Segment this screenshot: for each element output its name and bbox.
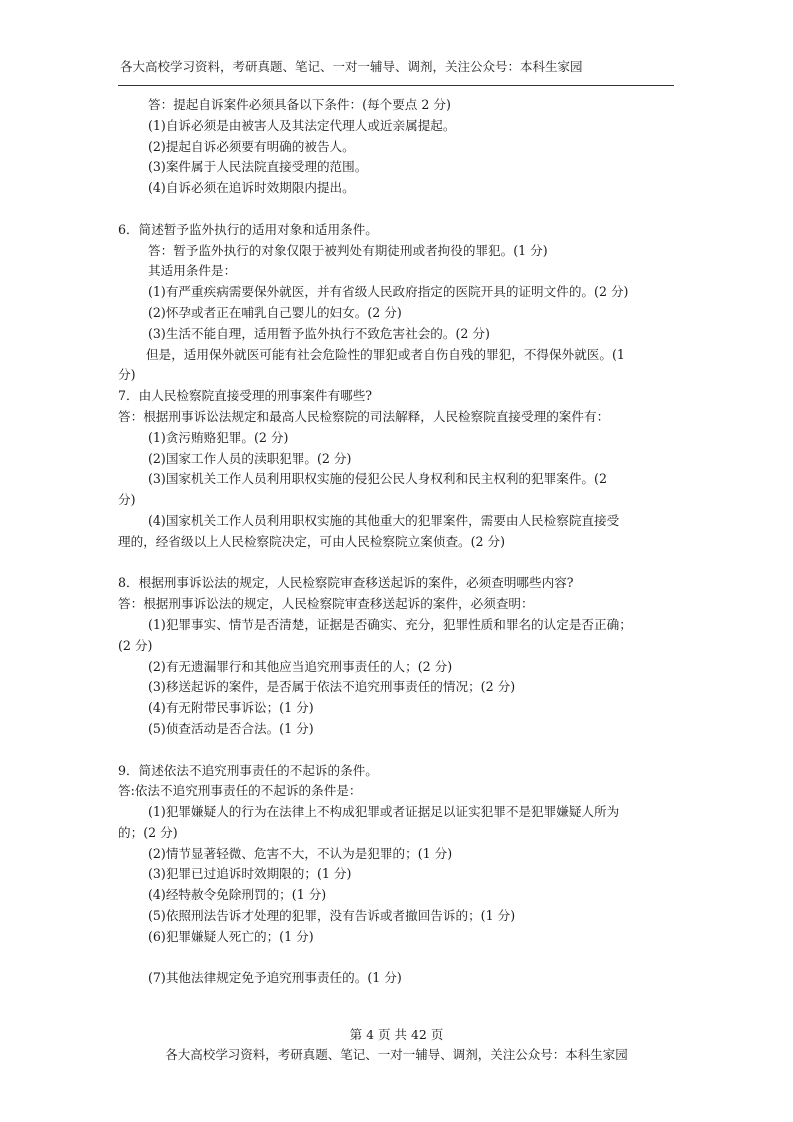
page-number: 第 4 页 共 42 页 <box>349 1027 444 1042</box>
document-body <box>118 95 674 989</box>
paragraph-line: 的；(2 分) <box>118 824 178 840</box>
answer-line: 答：暂予监外执行的对象仅限于被判处有期徒刑或者拘役的罪犯。(1 分) <box>148 242 548 258</box>
list-item: (1)犯罪事实、情节是否清楚，证据是否确实、充分，犯罪性质和罪名的认定是否正确； <box>148 616 632 632</box>
paragraph-line: (2 分) <box>118 637 153 653</box>
list-item: (3)生活不能自理，适用暂予监外执行不致危害社会的。(2 分) <box>148 325 490 341</box>
list-item: (6)犯罪嫌疑人死亡的；(1 分) <box>148 928 314 944</box>
header-divider <box>118 85 674 86</box>
spacer <box>118 740 674 761</box>
list-item: (4)自诉必须在追诉时效期限内提出。 <box>148 180 355 196</box>
question-heading: 6．简述暂予监外执行的适用对象和适用条件。 <box>118 221 378 237</box>
question-heading: 8．根据刑事诉讼法的规定，人民检察院审查移送起诉的案件，必须查明哪些内容? <box>118 575 574 591</box>
list-item: (3)案件属于人民法院直接受理的范围。 <box>148 159 368 175</box>
spacer <box>118 948 674 969</box>
paragraph-line: 分) <box>118 367 136 383</box>
answer-line: 答：提起自诉案件必须具备以下条件：(每个要点 2 分) <box>148 97 451 112</box>
answer-line: 答：根据刑事诉讼法的规定，人民检察院审查移送起诉的案件，必须查明： <box>118 596 534 612</box>
list-item: (2)提起自诉必须要有明确的被告人。 <box>148 138 355 154</box>
question-heading: 7．由人民检察院直接受理的刑事案件有哪些? <box>118 388 373 404</box>
list-item: (1)犯罪嫌疑人的行为在法律上不构成犯罪或者证据足以证实犯罪不是犯罪嫌疑人所为 <box>148 804 620 820</box>
list-item: (2)情节显著轻微、危害不大，不认为是犯罪的；(1 分) <box>148 845 453 861</box>
question-heading: 9．简述依法不追究刑事责任的不起诉的条件。 <box>118 762 378 778</box>
answer-line: 答:依法不追究刑事责任的不起诉的条件是： <box>118 783 362 799</box>
list-item: (2)有无遗漏罪行和其他应当追究刑事责任的人；(2 分) <box>148 658 453 674</box>
page-footer: 各大高校学习资料，考研真题、笔记、一对一辅导、调剂，关注公众号：本科生家园 <box>165 1047 628 1062</box>
list-item: (1)有严重疾病需要保外就医，并有省级人民政府指定的医院开具的证明文件的。(2 分) <box>148 284 629 300</box>
spacer <box>118 199 674 220</box>
paragraph-line: 分) <box>118 492 136 508</box>
paragraph-line: 理的，经省级以上人民检察院决定，可由人民检察院立案侦查。(2 分) <box>118 533 506 549</box>
list-item: (3)犯罪已过追诉时效期限的；(1 分) <box>148 866 352 882</box>
answer-line: 答：根据刑事诉讼法规定和最高人民检察院的司法解释，人民检察院直接受理的案件有： <box>118 408 610 424</box>
list-item: (7)其他法律规定免予追究刑事责任的。(1 分) <box>148 970 402 986</box>
list-item: (3)移送起诉的案件，是否属于依法不追究刑事责任的情况；(2 分) <box>148 679 516 695</box>
list-item: (1)贪污贿赂犯罪。(2 分) <box>148 429 289 445</box>
page-header: 各大高校学习资料，考研真题、笔记、一对一辅导、调剂，关注公众号：本科生家园 <box>120 59 583 74</box>
paragraph-line: 但是，适用保外就医可能有社会危险性的罪犯或者自伤自残的罪犯，不得保外就医。(1 <box>146 346 625 362</box>
list-item: (1)自诉必须是由被害人及其法定代理人或近亲属提起。 <box>148 117 456 133</box>
list-item: (4)经特赦令免除刑罚的；(1 分) <box>148 887 327 903</box>
list-item: (3)国家机关工作人员利用职权实施的侵犯公民人身权利和民主权利的犯罪案件。(2 <box>148 471 607 487</box>
list-item: (4)有无附带民事诉讼；(1 分) <box>148 700 314 716</box>
list-item: (4)国家机关工作人员利用职权实施的其他重大的犯罪案件，需要由人民检察院直接受 <box>148 512 620 528</box>
answer-line: 其适用条件是： <box>148 263 237 279</box>
list-item: (2)国家工作人员的渎职犯罪。(2 分) <box>148 450 352 466</box>
spacer <box>118 553 674 574</box>
list-item: (5)侦查活动是否合法。(1 分) <box>148 720 314 736</box>
list-item: (2)怀孕或者正在哺乳自己婴儿的妇女。(2 分) <box>148 304 402 320</box>
list-item: (5)依照刑法告诉才处理的犯罪，没有告诉或者撤回告诉的；(1 分) <box>148 908 516 924</box>
